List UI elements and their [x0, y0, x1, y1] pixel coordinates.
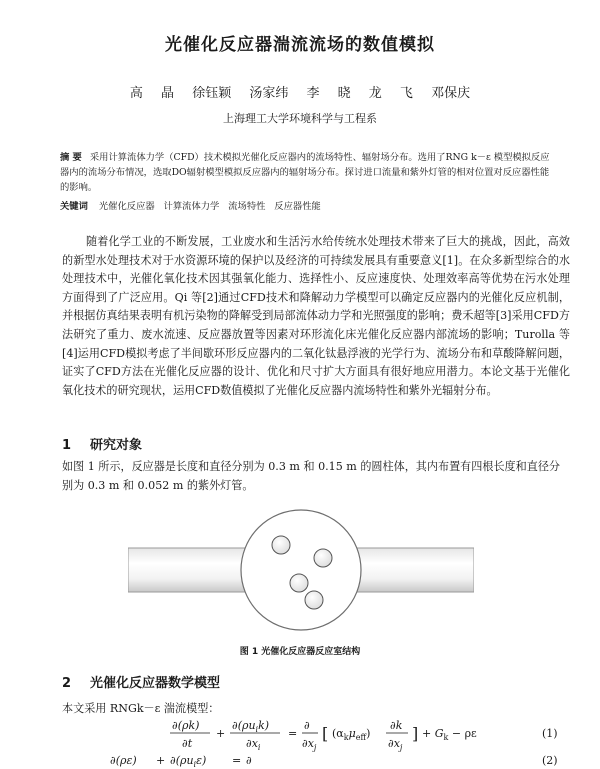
- svg-text:∂t: ∂t: [182, 737, 193, 750]
- svg-text:(αkμeff): $(\alpha_k\mu_{eff})$: [332, 727, 371, 742]
- keyword: 光催化反应器: [98, 201, 155, 212]
- section-1-heading: [62, 434, 142, 453]
- keywords-label: 关键词: [60, 201, 88, 212]
- svg-text:∂xj: $\partial x_j$: [388, 737, 403, 752]
- section-number: 1: [62, 438, 72, 453]
- section-title: 光催化反应器数学模型: [90, 676, 221, 691]
- section-2-heading: [62, 672, 220, 691]
- author-name: 高 晶: [129, 86, 175, 101]
- keyword: 计算流体力学: [163, 201, 220, 212]
- equation-number: (1): [542, 727, 558, 740]
- svg-text:∂k: ∂k: [390, 719, 403, 732]
- author-list: [0, 82, 600, 101]
- svg-text:∂: ∂: [304, 719, 310, 732]
- intro-paragraph: 随着化学工业的不断发展，工业废水和生活污水给传统水处理技术带来了巨大的挑战，因此，高效的新型水处理技术对于水资源环境的保护以及经济的可持续发展具有重要意义[1]。在众多新型综合的水处理技术中，光催化氧化技术因其强氧化能力、选择性小、反应速度快、处理效率高等优势在污水处理方面得到了广泛应用。Qi 等[2]通过CFD技术和降解动力学模型可以确定反应器内的光催化反应机制，并根据仿真结果表明有机污染物的降解受到局部流体动力学和光照强度的影响；费禾超等[3]采用CFD方法研究了重力、废水流速、反应器放置等因素对环形流化床光催化反应器内部流场的影响；Turolla 等[4]运用CFD模拟考虑了半间歇环形反应器内的二氧化钛悬浮液的光学行为、流场分布和草酸降解问题，证实了CFD方法在光催化反应器的设计、优化和尺寸扩大方面具有很好地应用潜力。本论文基于光催化氧化技术的研究现状，运用CFD数值模拟了光催化反应器内流场特性和紫外光辐射分布。: [62, 235, 570, 397]
- equation-number: (2): [542, 754, 558, 767]
- affiliation: 上海理工大学环境科学与工程系: [223, 112, 377, 125]
- uv-lamp: [272, 536, 290, 554]
- svg-text:+: +: [216, 727, 226, 740]
- section-1-body: 如图 1 所示，反应器是长度和直径分别为 0.3 m 和 0.15 m 的圆柱体，其内布置有四根长度和直径分别为 0.3 m 和 0.052 m 的紫外灯管。: [62, 460, 561, 492]
- author-name: 徐钰颖: [192, 86, 232, 101]
- keywords: [60, 198, 550, 212]
- section-number: 2: [62, 676, 72, 691]
- section-title: 研究对象: [90, 438, 143, 453]
- figure-1-caption: 图 1 光催化反应器反应室结构: [239, 647, 361, 657]
- svg-text:∂: ∂: [246, 754, 252, 767]
- uv-lamp: [305, 591, 323, 609]
- author-name: 汤家纬: [249, 86, 289, 101]
- abstract: [60, 150, 550, 195]
- svg-text:∂(ρε): ∂(ρε): [110, 754, 137, 767]
- section-1-text: [62, 458, 570, 495]
- svg-text:∂xi: $\partial x_i$: [246, 737, 261, 752]
- reactor-chamber: [241, 510, 361, 630]
- abstract-text: 采用计算流体力学（CFD）技术模拟光催化反应器内的流场特性、辐射场分布。选用了RNG k－ε 模型模拟反应器内的流场分布情况，选取DO辐射模型模拟反应器内的辐射场分布。探讨进口流量和紫外灯管的相对位置对反应器性能的影响。: [60, 152, 550, 193]
- figure-1-reactor-diagram: [128, 508, 474, 634]
- keyword: 流场特性: [228, 201, 266, 212]
- svg-text:=: =: [232, 754, 242, 767]
- svg-text:∂(ρuiε): $\partial(\rho u_i\varepsilon)$: [170, 754, 207, 769]
- svg-text:+ Gk − ρε: + $G_k - \rho\varepsilon$: [422, 727, 477, 742]
- svg-text:=: =: [288, 727, 298, 740]
- paper-title: 光催化反应器湍流流场的数值模拟: [165, 35, 435, 55]
- abstract-label: 摘 要: [60, 152, 82, 163]
- keyword: 反应器性能: [274, 201, 321, 212]
- svg-text:+: +: [156, 754, 166, 767]
- equation-2: [108, 752, 580, 769]
- svg-text:]: ]: [412, 724, 419, 743]
- uv-lamp: [290, 574, 308, 592]
- section-2-text: 本文采用 RNGk－ε 湍流模型：: [62, 702, 220, 715]
- uv-lamp: [314, 549, 332, 567]
- svg-text:∂(ρuik): $\partial(\rho u_ik)$: [232, 719, 270, 734]
- author-name: 邓保庆: [431, 86, 471, 101]
- author-name: 龙 飞: [368, 86, 413, 101]
- svg-text:∂xj: $\partial x_j$: [302, 737, 317, 752]
- svg-text:∂(ρk): ∂(ρk): [172, 719, 200, 732]
- author-name: 李 晓: [306, 86, 351, 101]
- svg-text:[: [: [322, 724, 329, 743]
